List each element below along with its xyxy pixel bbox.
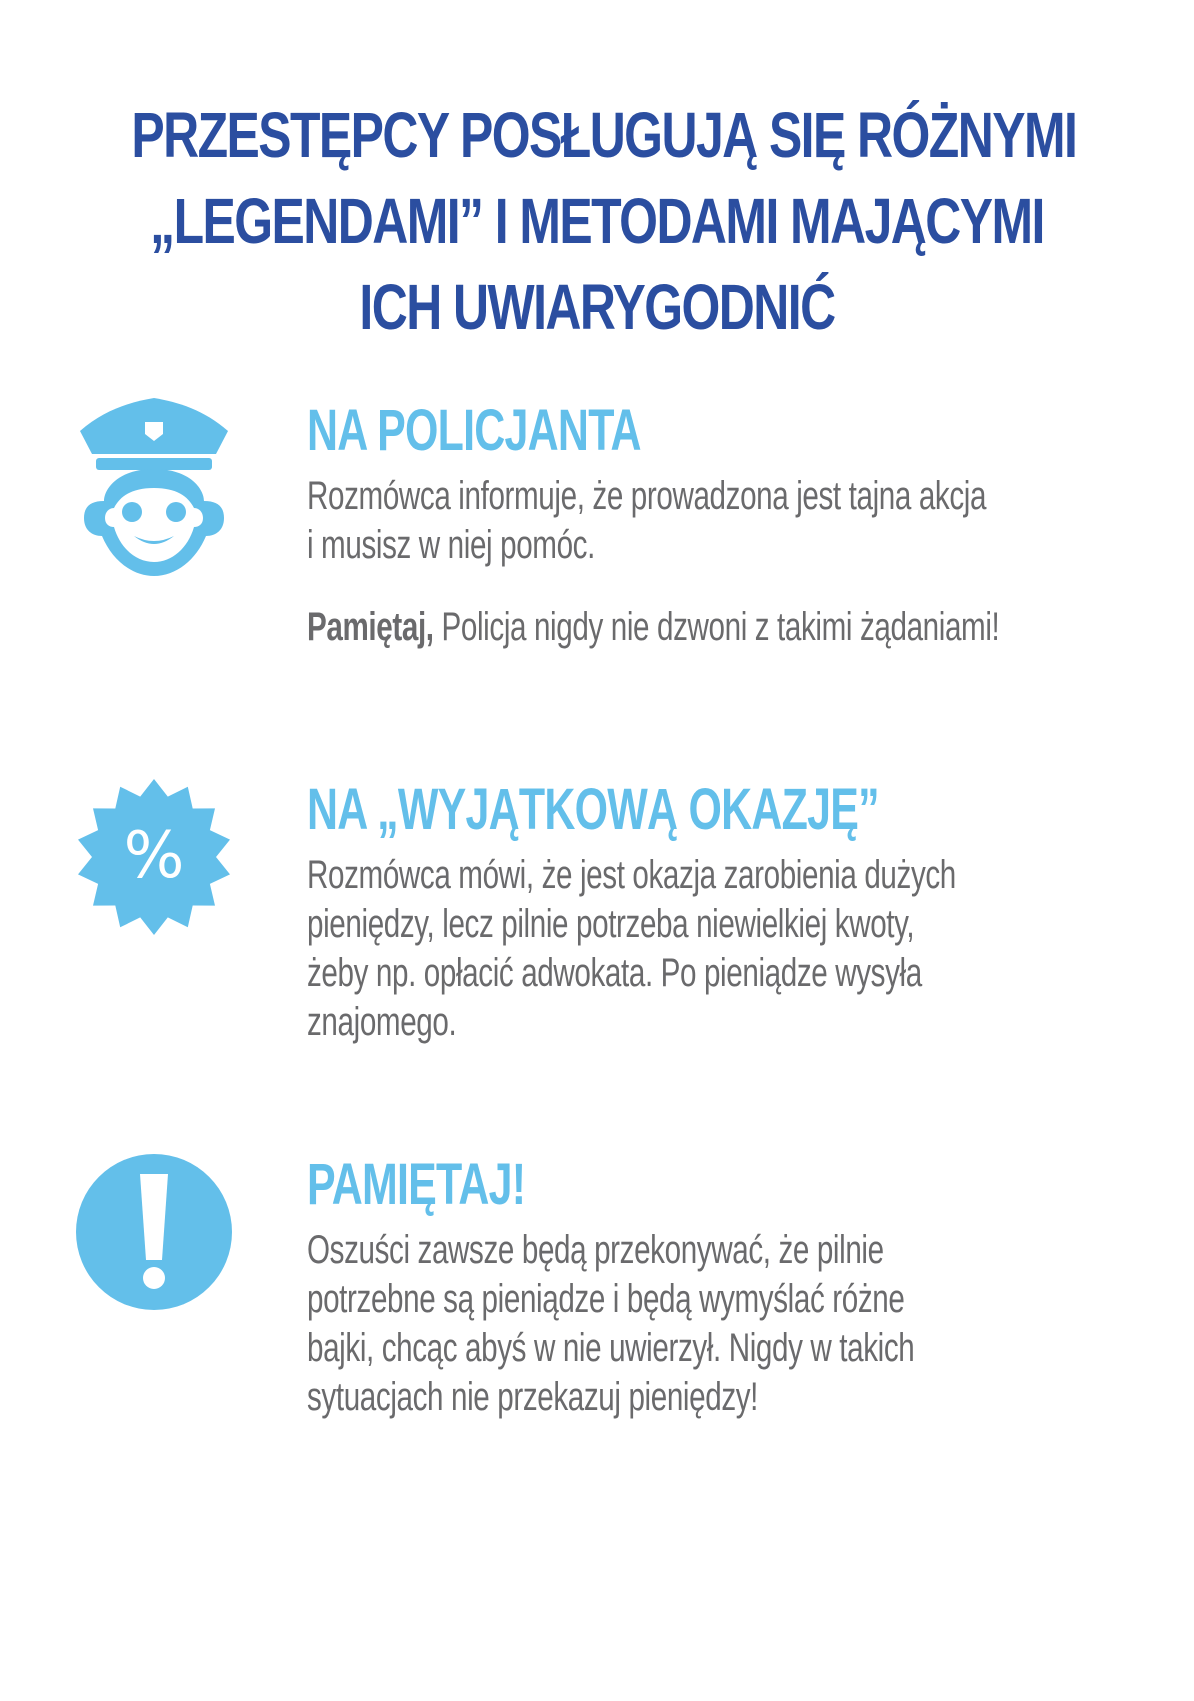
body-line: potrzebne są pieniądze i będą wymyślać różne [307,1277,905,1321]
warning-note [307,603,1143,652]
section-remember [74,1150,1174,1420]
body-line: bajki, chcąc abyś w nie uwierzył. Nigdy w takich [307,1326,915,1370]
policeman-icon [74,396,244,586]
body-line: żeby np. opłacić adwokata. Po pieniądze wysyła [307,951,922,995]
percent-badge-icon [74,777,244,967]
section-policeman [74,396,1174,666]
body-line: Oszuści zawsze będą przekonywać, że pilnie [307,1228,884,1272]
body-line: znajomego. [307,1000,457,1044]
section-heading: PAMIĘTAJ! [307,1152,526,1217]
note-text: Policja nigdy nie dzwoni z takimi żądaniami! [433,605,1000,649]
section-body [307,472,1143,570]
page-title [131,92,1077,350]
body-line: pieniędzy, lecz pilnie potrzeba niewielkiej kwoty, [307,902,915,946]
section-heading: NA POLICJANTA [307,398,641,463]
section-special-offer [74,775,1174,1045]
section-body [307,851,1143,1047]
exclamation-icon [74,1152,244,1342]
body-line: Rozmówca informuje, że prowadzona jest tajna akcja [307,474,987,518]
body-line: sytuacjach nie przekazuj pieniędzy! [307,1375,759,1419]
percent-symbol: % [123,819,185,893]
body-line: i musisz w niej pomóc. [307,523,595,567]
body-line: Rozmówca mówi, że jest okazja zarobienia dużych [307,853,956,897]
section-heading: NA „WYJĄTKOWĄ OKAZJĘ” [307,777,879,842]
section-body [307,1226,1143,1422]
title-line-3: ICH UWIARYGODNIĆ [359,271,835,343]
title-line-2: „LEGENDAMI” I METODAMI MAJĄCYMI [150,185,1044,257]
note-emphasis: Pamiętaj, [307,605,434,649]
title-line-1: PRZESTĘPCY POSŁUGUJĄ SIĘ RÓŻNYMI [131,99,1077,171]
